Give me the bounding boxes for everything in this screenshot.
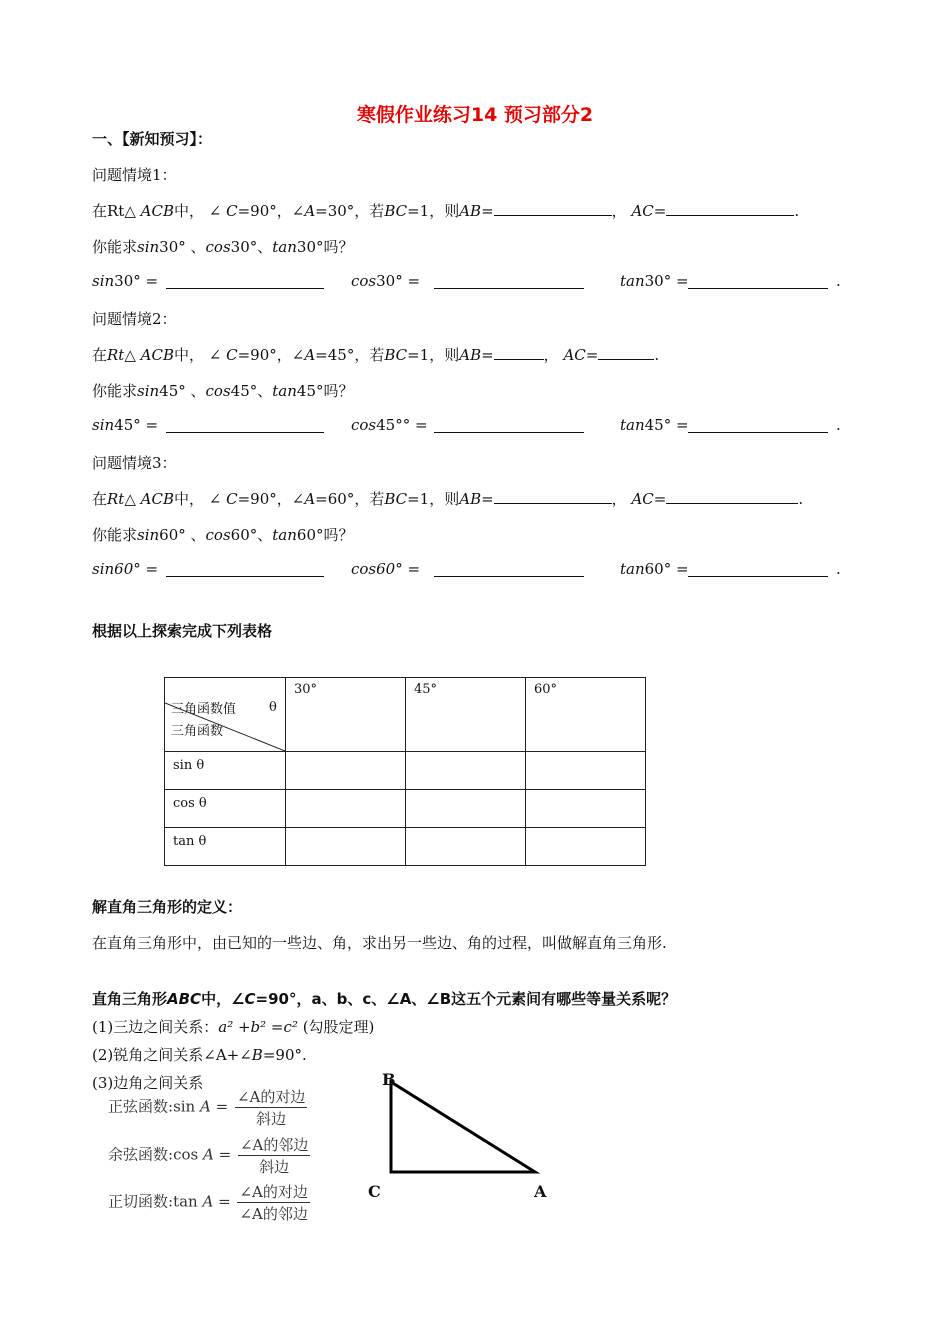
- header-bottom-label: 三角函数: [171, 724, 224, 739]
- scenario-3-question: 你能求sin60° 、cos60°、tan60°吗？: [92, 526, 354, 544]
- scenario-3-setup: 在Rt△ ACB中， ∠ C=90°，∠A=60°，若BC=1，则AB= ， AC= .: [92, 490, 804, 508]
- table-cell[interactable]: [406, 752, 526, 790]
- scenario-2-setup: 在Rt△ ACB中， ∠ C=90°，∠A=45°，若BC=1，则AB= ， AC= .: [92, 346, 660, 364]
- scenario-3-sin-answer: sin60° =: [92, 560, 159, 578]
- ac-blank-2[interactable]: [598, 345, 654, 360]
- tan60-blank[interactable]: [688, 562, 828, 577]
- trig-table: [164, 677, 646, 866]
- ab-blank-1[interactable]: [494, 201, 612, 216]
- section-heading: 一、【新知预习】：: [92, 130, 213, 148]
- relation-2: (2)锐角之间关系∠A+∠B=90°.: [92, 1046, 307, 1064]
- table-cell[interactable]: [286, 752, 406, 790]
- sin30-blank[interactable]: [166, 274, 324, 289]
- table-intro: 根据以上探索完成下列表格: [92, 622, 273, 640]
- definition-text: 在直角三角形中，由已知的一些边、角，求出另一些边、角的过程，叫做解直角三角形.: [92, 934, 667, 952]
- column-header: 45°: [406, 678, 526, 752]
- right-triangle-diagram: [380, 1078, 550, 1178]
- ab-blank-2[interactable]: [494, 345, 544, 360]
- table-cell[interactable]: [286, 790, 406, 828]
- table-header-diagonal: [165, 678, 286, 752]
- relation-3: (3)边角之间关系: [92, 1074, 204, 1092]
- sin60-blank[interactable]: [166, 562, 324, 577]
- scenario-1-cos-answer: cos30° =: [351, 272, 421, 290]
- scenario-2-question: 你能求sin45° 、cos45°、tan45°吗？: [92, 382, 354, 400]
- table-cell[interactable]: [526, 790, 646, 828]
- triangle-shape: [391, 1082, 535, 1172]
- relation-1: (1)三边之间关系：a² +b² =c² (勾股定理): [92, 1018, 375, 1036]
- cos60-blank[interactable]: [434, 562, 584, 577]
- scenario-3-cos-answer: cos60° =: [351, 560, 421, 578]
- vertex-a-label: A: [534, 1182, 547, 1201]
- page-title: 寒假作业练习14 预习部分2: [356, 104, 594, 126]
- row-label-sin: sin θ: [165, 752, 286, 790]
- scenario-1-tan-answer: tan30° =: [620, 272, 689, 290]
- cos45-blank[interactable]: [434, 418, 584, 433]
- ac-blank-3[interactable]: [666, 489, 798, 504]
- scenario-1-setup: 在Rt△ ACB中， ∠ C=90°，∠A=30°，若BC=1，则AB= ， AC= .: [92, 202, 800, 220]
- period: .: [836, 560, 841, 578]
- header-theta-label: θ: [269, 700, 277, 715]
- row-label-tan: tan θ: [165, 828, 286, 866]
- scenario-3-label: 问题情境3：: [92, 454, 177, 472]
- header-top-label: 三角函数值: [171, 702, 237, 717]
- cos30-blank[interactable]: [434, 274, 584, 289]
- scenario-2-label: 问题情境2：: [92, 310, 177, 328]
- ab-blank-3[interactable]: [494, 489, 612, 504]
- sine-formula: 正弦函数:sin A = $\frac{\text{∠A的对边}}{\text{斜边}}$: [108, 1088, 306, 1128]
- tan45-blank[interactable]: [688, 418, 828, 433]
- table-cell[interactable]: [406, 828, 526, 866]
- scenario-2-cos-answer: cos45°° =: [351, 416, 428, 434]
- definition-heading: 解直角三角形的定义：: [92, 898, 243, 916]
- scenario-2-sin-answer: sin45° =: [92, 416, 159, 434]
- sin45-blank[interactable]: [166, 418, 324, 433]
- cosine-formula: 余弦函数:cos A = $\frac{\text{∠A的邻边}}{\text{斜边}}$: [108, 1136, 309, 1176]
- vertex-b-label: B: [382, 1070, 396, 1089]
- vertex-c-label: C: [368, 1182, 381, 1201]
- tan30-blank[interactable]: [688, 274, 828, 289]
- table-cell[interactable]: [526, 752, 646, 790]
- table-cell[interactable]: [406, 790, 526, 828]
- column-header: 60°: [526, 678, 646, 752]
- scenario-1-label: 问题情境1：: [92, 166, 177, 184]
- period: .: [836, 272, 841, 290]
- scenario-1-question: 你能求sin30° 、cos30°、tan30°吗？: [92, 238, 354, 256]
- scenario-3-tan-answer: tan60° =: [620, 560, 689, 578]
- column-header: 30°: [286, 678, 406, 752]
- period: .: [836, 416, 841, 434]
- table-cell[interactable]: [526, 828, 646, 866]
- row-label-cos: cos θ: [165, 790, 286, 828]
- scenario-1-sin-answer: sin30° =: [92, 272, 159, 290]
- tangent-formula: 正切函数:tan A = $\frac{\text{∠A的对边}}{\text{∠A的邻边}}$: [108, 1183, 308, 1223]
- table-cell[interactable]: [286, 828, 406, 866]
- relations-heading: 直角三角形ABC中，∠C=90°，a、b、c、∠A、∠B这五个元素间有哪些等量关系呢？: [92, 990, 677, 1008]
- scenario-2-tan-answer: tan45° =: [620, 416, 689, 434]
- ac-blank-1[interactable]: [666, 201, 794, 216]
